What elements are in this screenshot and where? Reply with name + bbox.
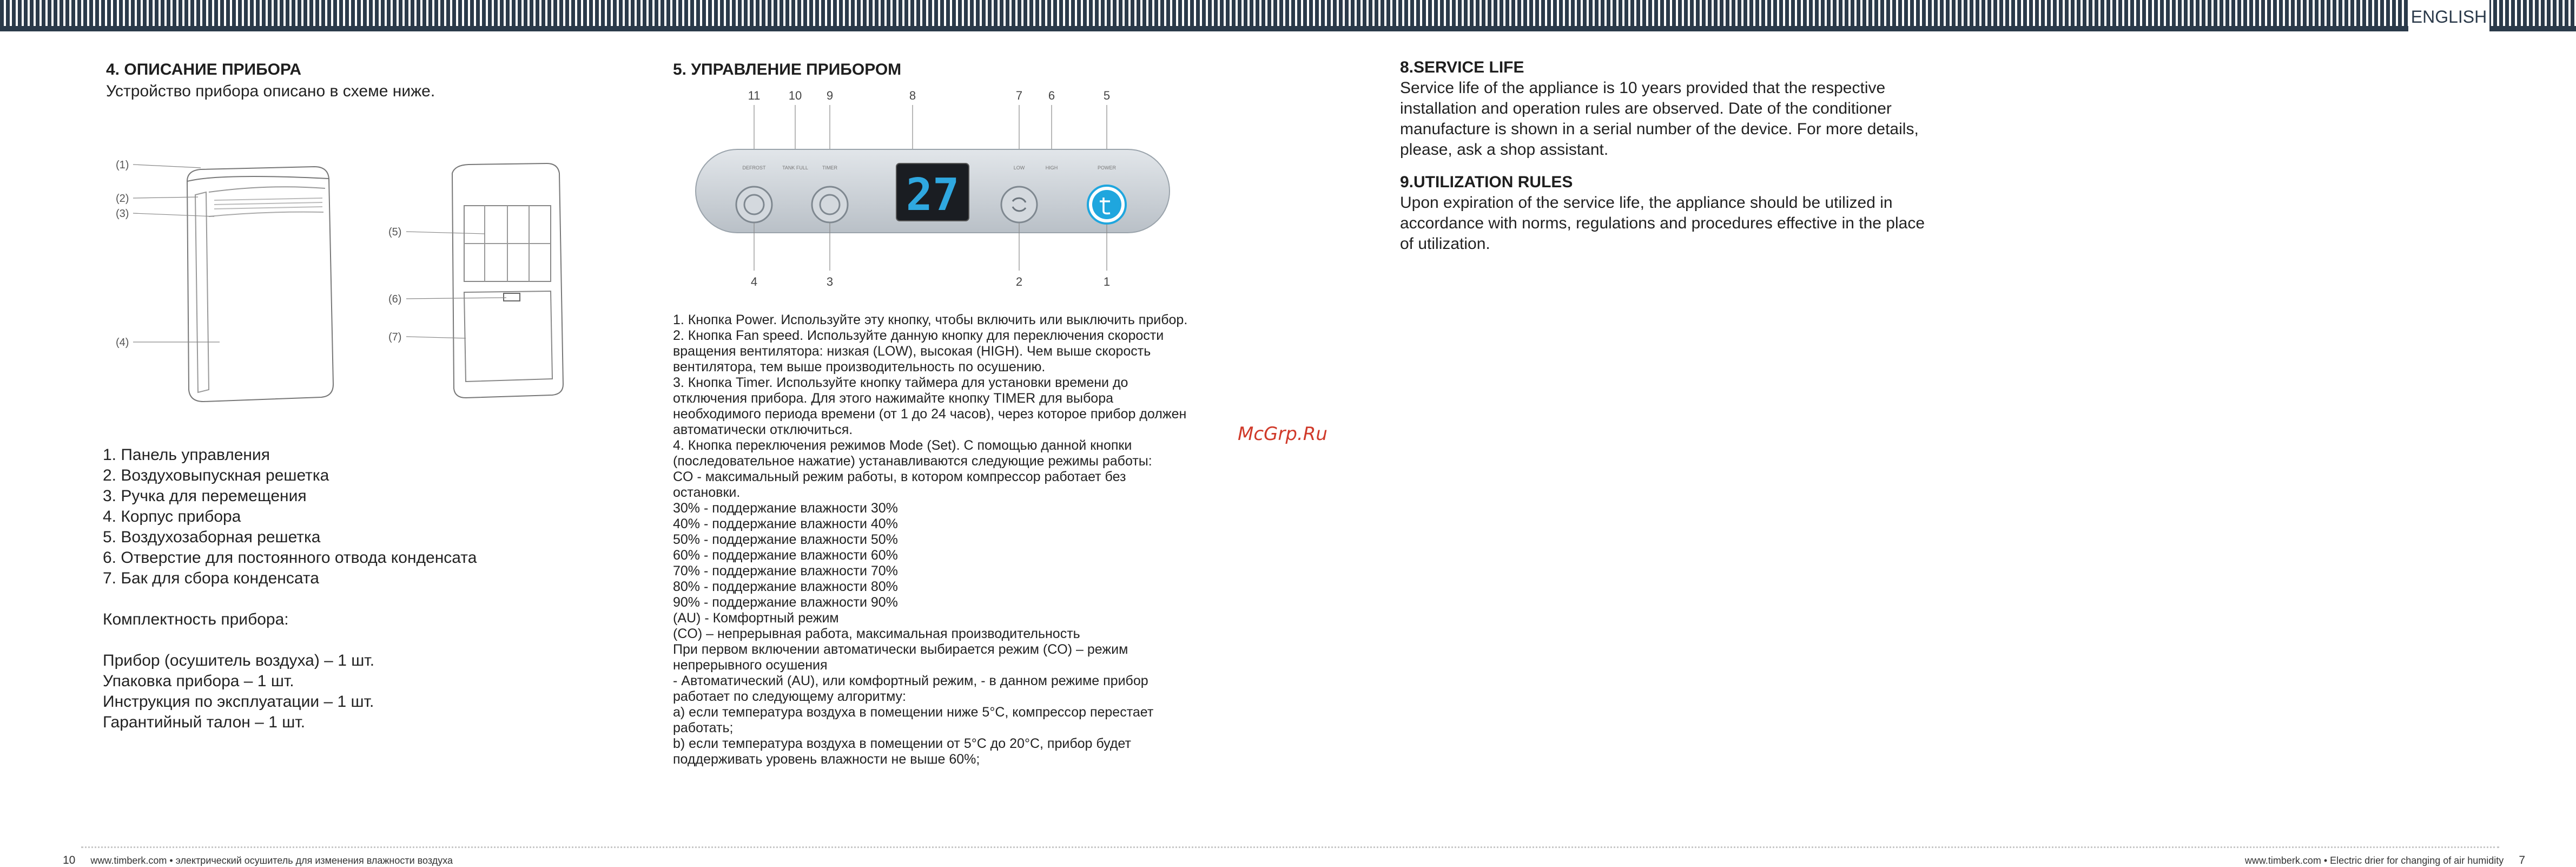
fan-speed-button[interactable] bbox=[1001, 187, 1037, 222]
timer-button[interactable] bbox=[812, 187, 848, 222]
panel-top-number: 11 bbox=[748, 89, 761, 102]
paragraph: CO - максимальный режим работы, в котором компрессор работает без остановки. bbox=[673, 469, 1126, 500]
panel-top-number: 5 bbox=[1103, 89, 1111, 102]
paragraph: 2. Кнопка Fan speed. Используйте данную кнопку для переключения скорости вращения вентилятора: низкая (LOW), высокая (HIGH). Чем выше скорость вентилятора, тем выше производительность по осушению. bbox=[673, 328, 1164, 375]
panel-bottom-number: 2 bbox=[1015, 275, 1023, 288]
kit-item: Инструкция по эксплуатации – 1 шт. bbox=[103, 693, 374, 711]
paragraph: 50% - поддержание влажности 50% bbox=[673, 532, 898, 547]
paragraph: 40% - поддержание влажности 40% bbox=[673, 516, 898, 531]
controls-description bbox=[673, 312, 1192, 767]
parts-item: 1. Панель управления bbox=[103, 446, 270, 464]
display-value: 27 bbox=[906, 169, 960, 221]
indicator-defrost: DEFROST bbox=[742, 165, 766, 170]
parts-item: 5. Воздухозаборная решетка bbox=[103, 528, 321, 546]
paragraph: 30% - поддержание влажности 30% bbox=[673, 501, 898, 516]
parts-item: 7. Бак для сбора конденсата bbox=[103, 569, 319, 587]
parts-item: 2. Воздуховыпускная решетка bbox=[103, 467, 329, 484]
panel-top-number: 9 bbox=[826, 89, 834, 102]
back-view-drawing bbox=[452, 163, 563, 398]
indicator-low: LOW bbox=[1013, 165, 1025, 170]
callout-leaders bbox=[133, 165, 506, 342]
parts-item: 6. Отверстие для постоянного отвода конденсата bbox=[103, 549, 477, 567]
indicator-high: HIGH bbox=[1045, 165, 1058, 170]
footer-divider bbox=[81, 846, 2499, 848]
paragraph: 80% - поддержание влажности 80% bbox=[673, 579, 898, 594]
header-solid-band bbox=[0, 26, 2576, 31]
panel-top-number: 6 bbox=[1048, 89, 1055, 102]
section-4-heading: 4. ОПИСАНИЕ ПРИБОРА bbox=[106, 61, 302, 78]
kit-item: Упаковка прибора – 1 шт. bbox=[103, 672, 294, 690]
power-button[interactable] bbox=[1088, 186, 1126, 224]
left-column bbox=[106, 61, 593, 102]
panel-bottom-number: 1 bbox=[1103, 275, 1111, 288]
callout-2: (2) bbox=[116, 193, 129, 205]
panel-top-number: 8 bbox=[909, 89, 916, 102]
section-5-heading: 5. УПРАВЛЕНИЕ ПРИБОРОМ bbox=[673, 61, 902, 78]
callout-6: (6) bbox=[388, 293, 402, 305]
parts-item: 4. Корпус прибора bbox=[103, 508, 241, 526]
kit-item: Прибор (осушитель воздуха) – 1 шт. bbox=[103, 652, 375, 669]
panel-top-number: 10 bbox=[788, 89, 802, 102]
section-4-intro: Устройство прибора описано в схеме ниже. bbox=[106, 82, 435, 100]
parts-list bbox=[103, 445, 590, 733]
device-diagram bbox=[106, 152, 593, 411]
utilization-heading: 9.UTILIZATION RULES bbox=[1400, 173, 1573, 191]
watermark: McGrp.Ru bbox=[1238, 423, 1327, 445]
paragraph: 60% - поддержание влажности 60% bbox=[673, 548, 898, 563]
service-life-text: Service life of the appliance is 10 years provided that the respective installation and operation rules are observed. Date of the conditioner manufacture is shown in a serial number of the device. For more details, please, ask a shop assistant. bbox=[1400, 79, 1919, 159]
callout-3: (3) bbox=[116, 208, 129, 220]
left-page-number: 10 bbox=[63, 854, 76, 866]
parts-item: 3. Ручка для перемещения bbox=[103, 487, 307, 505]
footer-right-text: www.timberk.com • Electric drier for changing of air humidity bbox=[2244, 855, 2504, 866]
paragraph: 1. Кнопка Power. Используйте эту кнопку, чтобы включить или выключить прибор. bbox=[673, 312, 1188, 327]
panel-top-number: 7 bbox=[1015, 89, 1023, 102]
callout-5: (5) bbox=[388, 226, 402, 238]
paragraph: 4. Кнопка переключения режимов Mode (Set). С помощью данной кнопки (последовательное нажатие) устанавливаются следующие режимы работы: bbox=[673, 438, 1152, 469]
footer-left-text: www.timberk.com • электрический осушитель для изменения влажности воздуха bbox=[90, 855, 453, 866]
middle-column bbox=[673, 61, 1214, 79]
footer-left bbox=[63, 854, 453, 867]
callout-4: (4) bbox=[116, 337, 129, 349]
footer-right bbox=[2245, 854, 2525, 867]
panel-bottom-number: 3 bbox=[826, 275, 834, 288]
panel-bottom-number: 4 bbox=[750, 275, 758, 288]
paragraph: (CO) – непрерывная работа, максимальная производительность bbox=[673, 626, 1080, 641]
paragraph: 90% - поддержание влажности 90% bbox=[673, 595, 898, 610]
mode-button[interactable] bbox=[736, 187, 772, 222]
front-view-drawing bbox=[187, 167, 333, 402]
paragraph: b) если температура воздуха в помещении от 5°C до 20°C, прибор будет поддерживать уровень влажности не выше 60%; bbox=[673, 736, 1131, 767]
indicator-timer: TIMER bbox=[822, 165, 837, 170]
kit-title: Комплектность прибора: bbox=[103, 610, 289, 628]
paragraph: а) если температура воздуха в помещении ниже 5°C, компрессор перестает работать; bbox=[673, 705, 1154, 735]
paragraph: - Автоматический (AU), или комфортный режим, - в данном режиме прибор работает по следующему алгоритму: bbox=[673, 673, 1148, 704]
paragraph: (AU) - Комфортный режим bbox=[673, 610, 839, 626]
paragraph: 70% - поддержание влажности 70% bbox=[673, 563, 898, 579]
right-column bbox=[1400, 57, 1941, 254]
callout-1: (1) bbox=[116, 159, 129, 171]
indicator-tank-full: TANK FULL bbox=[782, 165, 808, 170]
control-panel-diagram bbox=[673, 87, 1208, 292]
indicator-power: POWER bbox=[1097, 165, 1117, 170]
service-life-heading: 8.SERVICE LIFE bbox=[1400, 58, 1524, 76]
language-tab: ENGLISH bbox=[2408, 0, 2489, 34]
paragraph: При первом включении автоматически выбирается режим (CO) – режим непрерывного осушения bbox=[673, 642, 1128, 673]
kit-item: Гарантийный талон – 1 шт. bbox=[103, 713, 306, 731]
paragraph: 3. Кнопка Timer. Используйте кнопку таймера для установки времени до отключения прибора. Для этого нажимайте кнопку TIMER для выбора необходимого периода времени (от 1 до 24 часов), через которое прибор должен автоматически отключиться. bbox=[673, 375, 1187, 437]
callout-7: (7) bbox=[388, 331, 402, 343]
right-page-number: 7 bbox=[2519, 854, 2525, 866]
utilization-text: Upon expiration of the service life, the appliance should be utilized in accordance with norms, regulations and procedures effective in the place of utilization. bbox=[1400, 194, 1925, 253]
